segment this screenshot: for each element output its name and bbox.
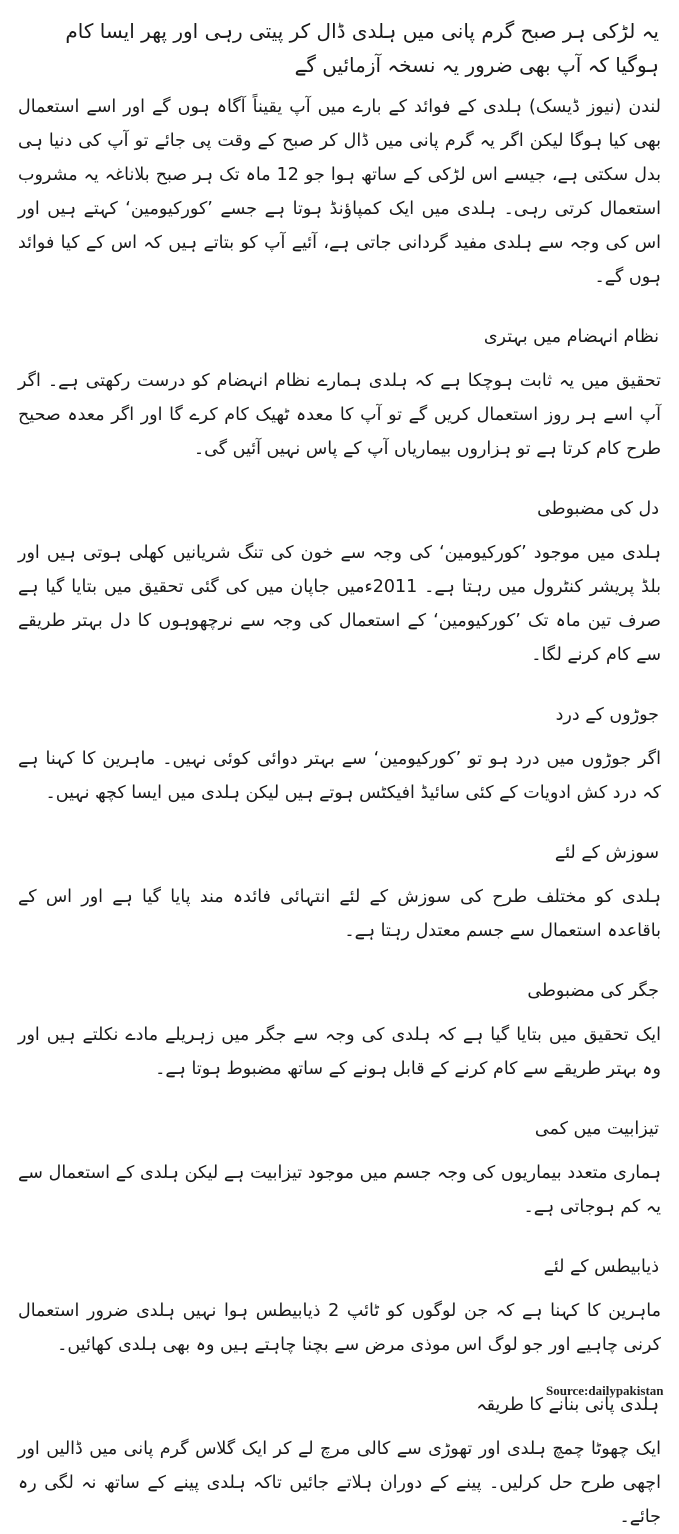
section-joints (18, 698, 661, 810)
article-title: یہ لڑکی ہر صبح گرم پانی میں ہلدی ڈال کر پیتی رہی اور پھر ایسا کام ہوگیا کہ آپ بھی ضرور یہ نسخہ آزمائیں گے (65, 19, 659, 77)
section-body: ہماری متعدد بیماریوں کی وجہ جسم میں موجود تیزابیت ہے لیکن ہلدی کے استعمال سے یہ کم ہوجاتی ہے۔ (18, 1163, 661, 1217)
section-heading: جوڑوں کے درد (555, 705, 659, 725)
section-heart (18, 492, 661, 672)
section-body: تحقیق میں یہ ثابت ہوچکا ہے کہ ہلدی ہمارے نظام انہضام کو درست رکھتی ہے۔ اگر آپ اسے ہر روز استعمال کریں گے تو آپ کا معدہ ٹھیک کام کرے گا اور اگر معدہ صحیح طرح کام کرتا ہے تو ہزاروں بیماریاں آپ کے پاس نہیں آئیں گی۔ (18, 371, 661, 459)
section-heading: نظام انہضام میں بہتری (483, 327, 659, 347)
section-body: ہلدی میں موجود ’کورکیومین‘ کی وجہ سے خون کی تنگ شریانیں کھلی ہوتی ہیں اور بلڈ پریشر کنٹرول میں رہتا ہے۔ 2011ءمیں جاپان میں کی گئی تحقیق میں بتایا گیا ہے صرف تین ماہ تک ’کورکیومین‘ کے استعمال کی وجہ سے نرچھوہوں کا دل بہتر طریقے سے کام کرنے لگا۔ (18, 543, 661, 665)
section-inflammation (18, 836, 661, 948)
section-heading: ذیابیطس کے لئے (543, 1257, 659, 1277)
section-heading: دل کی مضبوطی (537, 499, 659, 519)
section-body: ایک چھوٹا چمچ ہلدی اور تھوڑی سے کالی مرچ لے کر ایک گلاس گرم پانی میں ڈالیں اور اچھی طرح حل کرلیں۔ پینے کے دوران ہلاتے جائیں تاکہ ہلدی پینے کے ساتھ نہ لگی رہ جائے۔ (18, 1439, 661, 1527)
section-heading: تیزابیت میں کمی (534, 1119, 659, 1139)
source-credit: Source:dailypakistan (546, 1383, 664, 1398)
intro-paragraph: لندن (نیوز ڈیسک) ہلدی کے فوائد کے بارے میں آپ یقیناً آگاہ ہوں گے اور اسے استعمال بھی کیا ہوگا لیکن اگر یہ گرم پانی میں ڈال کر صبح کے وقت پی جائے تو آپ کی دنیا ہی بدل سکتی ہے، جیسے اس لڑکی کے ساتھ ہوا جو 12 ماہ تک ہر صبح بلاناغہ یہ مشروب استعمال کرتی رہی۔ ہلدی میں ایک کمپاﺅنڈ ہوتا ہے جسے ’کورکیومین‘ کہتے ہیں اور اس کی وجہ سے ہلدی مفید گردانی جاتی ہے، آئیے آپ کو بتاتے ہیں کہ اس کے کیا فوائد ہوں گے۔ (18, 97, 661, 287)
section-body: ماہرین کا کہنا ہے کہ جن لوگوں کو ٹائپ 2 ذیابیطس ہوا نہیں ہلدی ضرور استعمال کرنی چاہیے اور جو لوگ اس موذی مرض سے بچنا چاہتے ہیں وہ بھی ہلدی کھائیں۔ (18, 1301, 661, 1355)
section-diabetes (18, 1250, 661, 1362)
section-heading: جگر کی مضبوطی (527, 981, 659, 1001)
section-heading: سوزش کے لئے (554, 843, 659, 863)
section-body: ہلدی کو مختلف طرح کی سوزش کے لئے انتہائی فائدہ مند پایا گیا ہے اور اس کے باقاعدہ استعمال سے جسم معتدل رہتا ہے۔ (18, 887, 661, 941)
section-recipe (18, 1388, 661, 1534)
section-liver (18, 974, 661, 1086)
section-body: ایک تحقیق میں بتایا گیا ہے کہ ہلدی کی وجہ سے جگر میں زہریلے مادے نکلتے ہیں اور وہ بہتر طریقے سے کام کرنے کے قابل ہونے کے ساتھ مضبوط ہوتا ہے۔ (18, 1025, 661, 1079)
section-acidity (18, 1112, 661, 1224)
section-digestion (18, 320, 661, 466)
section-heading: ہلدی پانی بنانے کا طریقہ (476, 1395, 659, 1415)
section-body: اگر جوڑوں میں درد ہو تو ’کورکیومین‘ سے بہتر دوائی کوئی نہیں۔ ماہرین کا کہنا ہے کہ درد کش ادویات کے کئی سائیڈ افیکٹس ہوتے ہیں لیکن ہلدی میں ایسا کچھ نہیں۔ (18, 749, 661, 803)
